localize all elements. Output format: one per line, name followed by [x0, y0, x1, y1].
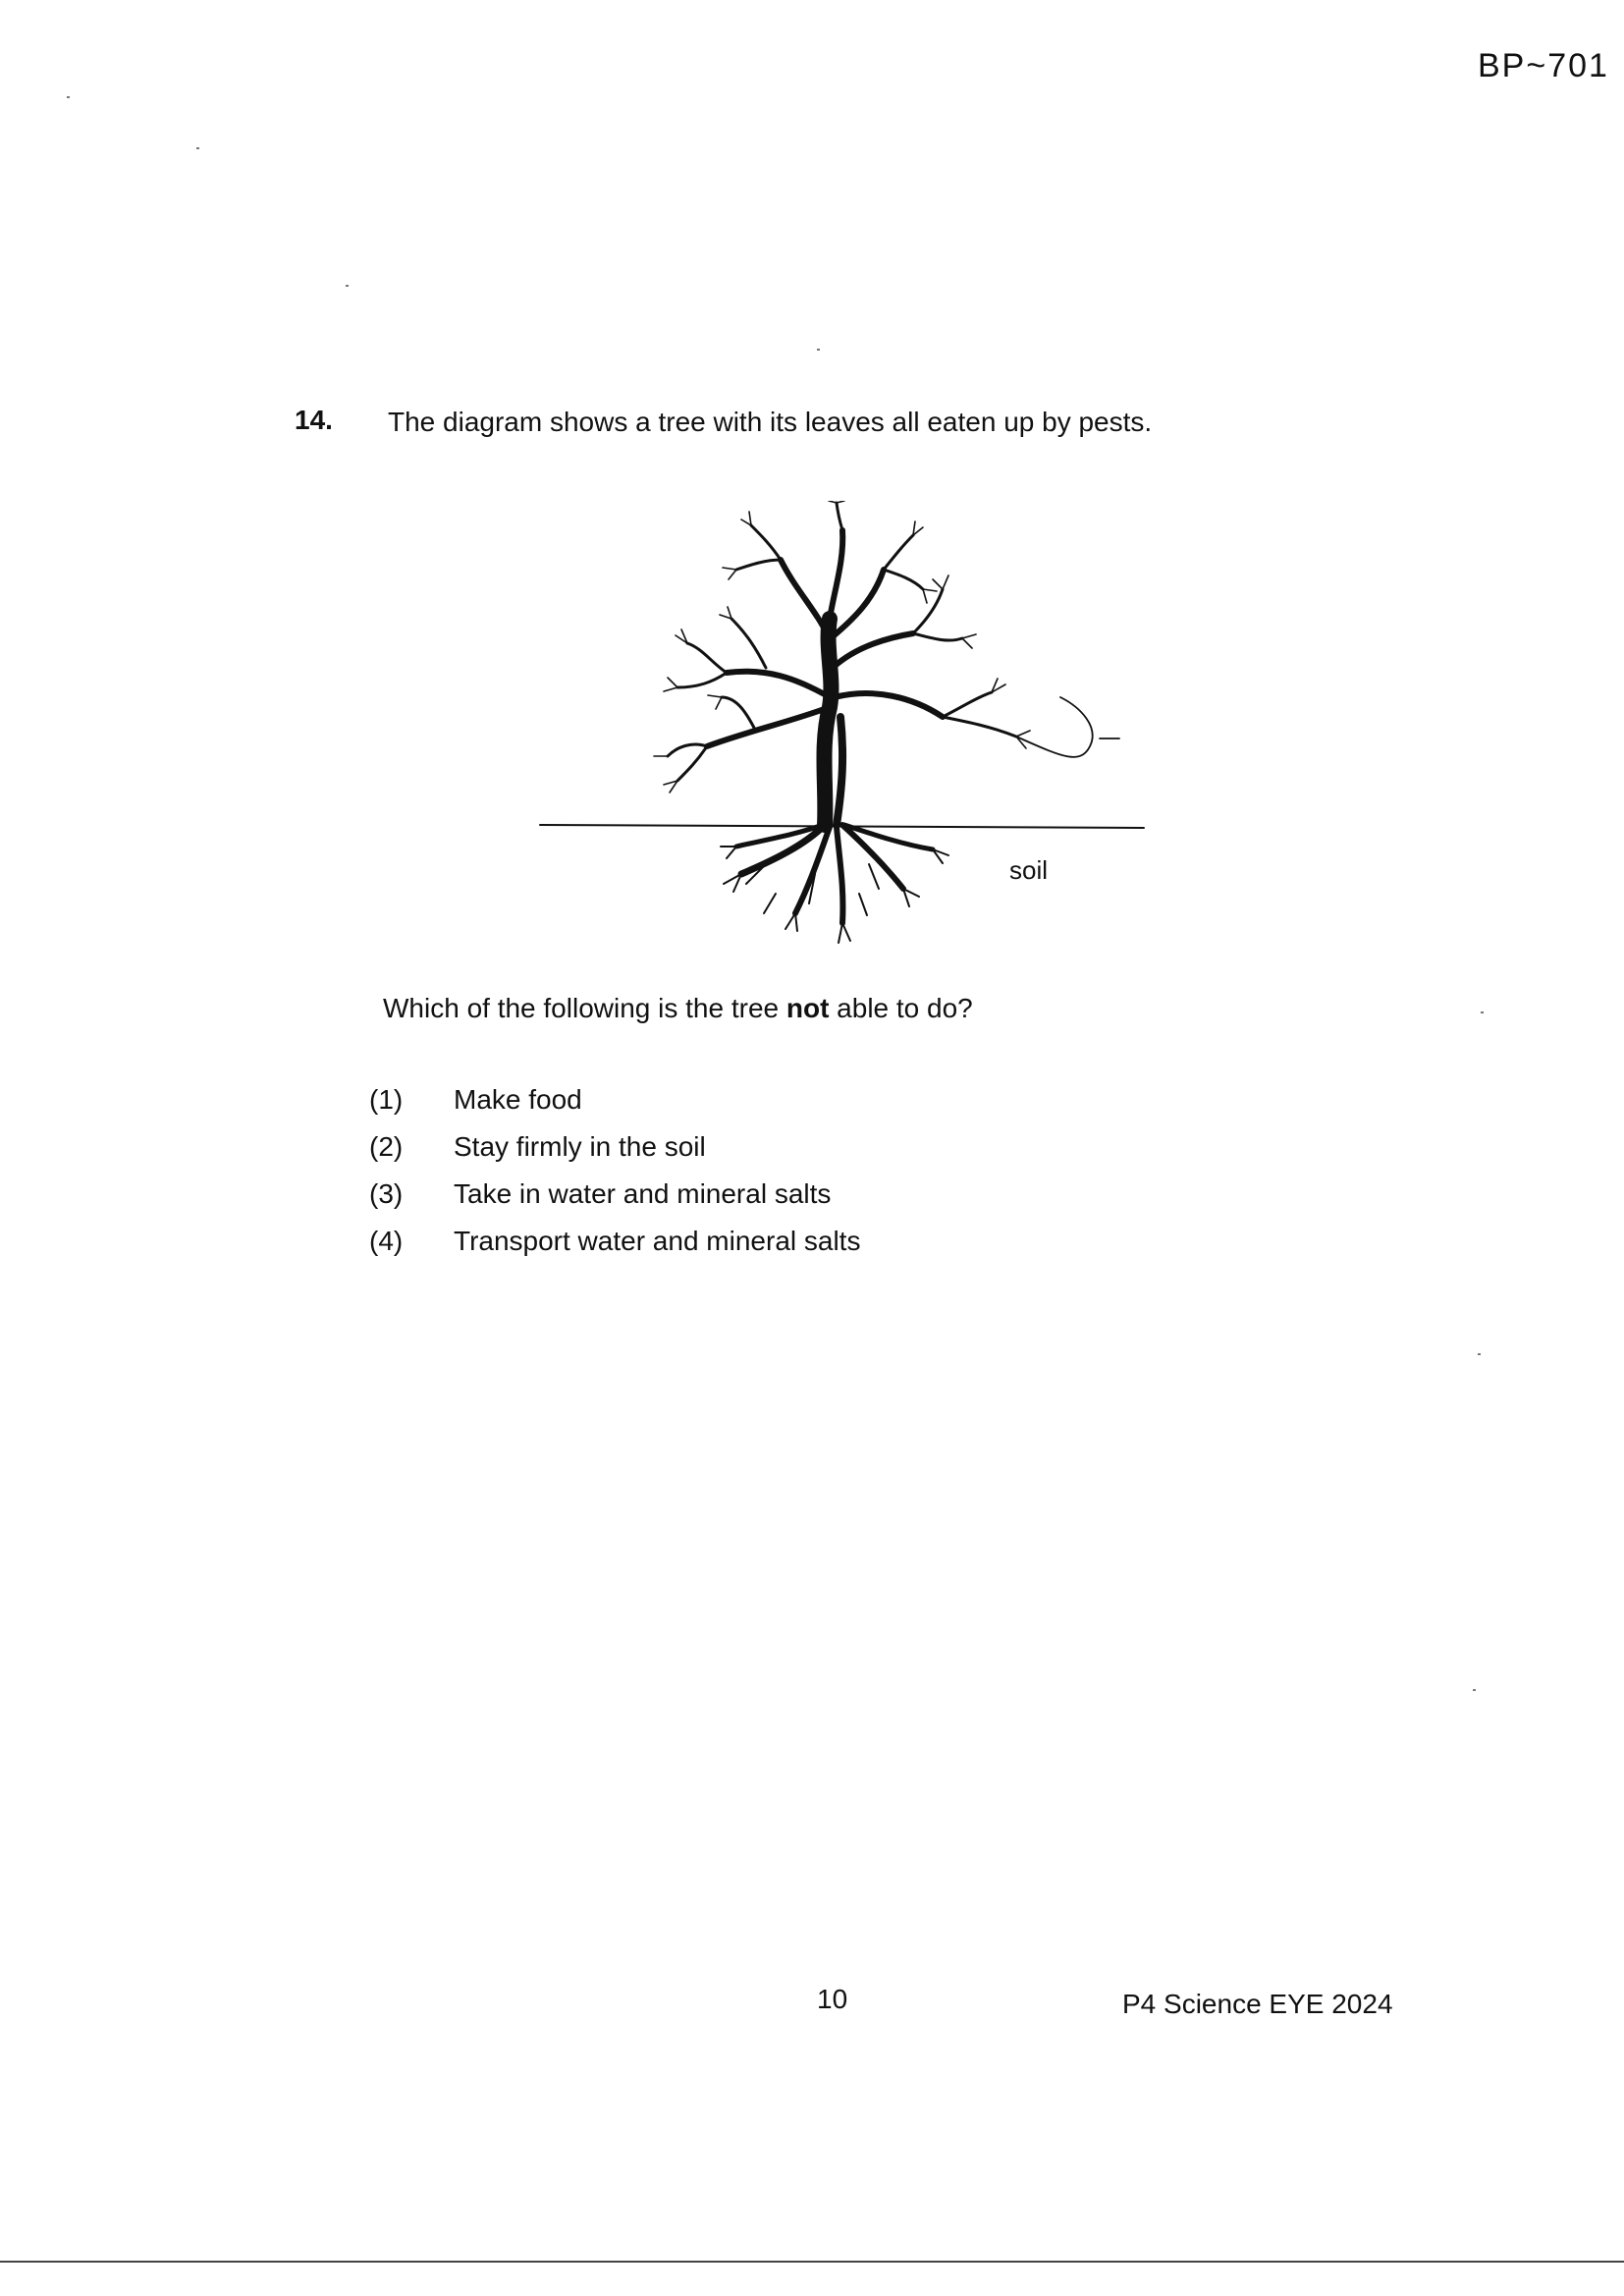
question-number: 14. [295, 405, 333, 435]
question-intro: The diagram shows a tree with its leaves all eaten up by pests. [388, 407, 1153, 437]
scan-edge-line [0, 2261, 1624, 2263]
option-number: (4) [369, 1226, 404, 1256]
scan-speck [1481, 1011, 1484, 1013]
scan-speck [196, 147, 199, 149]
tree-trunk [824, 619, 831, 825]
scan-speck [1478, 1353, 1481, 1355]
question-prompt-end: able to do? [829, 993, 973, 1023]
question-prompt-start: Which of the following is the tree [383, 993, 786, 1023]
answer-options [369, 1084, 860, 1273]
question-prompt-emphasis: not [785, 993, 830, 1023]
option-number: (1) [369, 1084, 404, 1115]
scan-speck [67, 96, 70, 98]
option-2[interactable] [369, 1131, 860, 1178]
label-pointer [1016, 697, 1093, 757]
option-text: Transport water and mineral salts [454, 1226, 861, 1256]
tree-diagram [530, 501, 1159, 992]
exam-title: P4 Science EYE 2024 [1122, 1989, 1393, 2019]
option-number: (3) [369, 1178, 404, 1209]
scan-speck [817, 349, 820, 351]
page-number: 10 [817, 1984, 848, 2014]
option-3[interactable] [369, 1178, 860, 1226]
paper-code: BP~701 [1478, 47, 1609, 84]
option-text: Stay firmly in the soil [454, 1131, 706, 1162]
scan-speck [346, 285, 349, 287]
option-text: Take in water and mineral salts [454, 1178, 832, 1209]
question-prompt [383, 993, 973, 1024]
option-number: (2) [369, 1131, 404, 1162]
soil-label: soil [1009, 855, 1049, 885]
option-text: Make food [454, 1084, 582, 1115]
option-4[interactable] [369, 1226, 860, 1273]
option-1[interactable] [369, 1084, 860, 1131]
scan-speck [1473, 1689, 1476, 1691]
